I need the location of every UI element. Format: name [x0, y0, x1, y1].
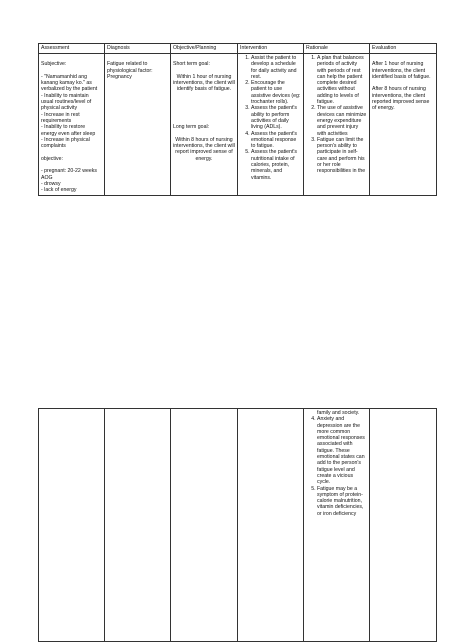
table-row	[39, 54, 437, 196]
assessment-cell	[39, 54, 105, 196]
planning-cell	[171, 54, 238, 196]
rationale-continuation: family and society.	[317, 410, 360, 416]
header-diagnosis: Diagnosis	[105, 44, 171, 54]
short-term-goal-label: Short term goal:	[173, 61, 210, 68]
subjective-item: - Increase in physical complaints	[41, 136, 90, 150]
subjective-label: Subjective:	[41, 61, 67, 68]
table-header-row	[39, 44, 437, 54]
evaluation-text: After 1 hour of nursing interventions, the client identified basis of fatigue.	[372, 61, 431, 80]
rationale-cell	[304, 409, 370, 642]
intervention-item: 5. Assess the patient's nutritional intake of calories, protein, minerals, and vitamins.	[251, 149, 301, 180]
rationale-item: 5. Fatigue may be a symptom of protein-calorie malnutrition, vitamin deficiencies, or iron deficiency	[317, 486, 367, 517]
diagnosis-cell	[105, 409, 171, 642]
header-evaluation: Evaluation	[370, 44, 437, 54]
objective-item: - pregnant: 20-22 weeks AOG	[41, 168, 97, 181]
intervention-item: 2. Encourage the patient to use assistive devices (eg: trochanter rolls).	[251, 80, 301, 105]
nursing-care-plan-table-continued	[38, 408, 437, 642]
short-term-goal-text: Within 1 hour of nursing interventions, the client will identify basis of fatigue.	[173, 73, 235, 93]
subjective-item: - "Namamanhid ang kanang kamay ko." as verbalized by the patient	[41, 73, 98, 93]
rationale-list	[306, 55, 367, 175]
header-objective-planning: Objective/Planning	[171, 44, 238, 54]
intervention-list	[240, 55, 301, 181]
evaluation-text: After 8 hours of nursing interventions, the client reported improved sense of energy.	[372, 86, 430, 112]
diagnosis-cell	[105, 54, 171, 196]
header-intervention: Intervention	[238, 44, 304, 54]
subjective-item: - Increase in rest requirements	[41, 111, 80, 124]
intervention-item: 4. Assess the patient's emotional response to fatigue.	[251, 131, 301, 150]
evaluation-cell	[370, 54, 437, 196]
long-term-goal-text: Within 8 hours of nursing interventions, the client will report improved sense of energy.	[173, 136, 235, 162]
rationale-item: 1. A plan that balances periods of activity with periods of rest can help the patient complete desired activities without adding to levels of fatigue.	[317, 55, 367, 105]
evaluation-cell	[370, 409, 437, 642]
intervention-item: 3. Assess the patient's ability to perform activities of daily living (ADLs).	[251, 105, 301, 130]
rationale-list	[306, 416, 367, 517]
objective-item: - drowsy	[41, 180, 61, 187]
planning-cell	[171, 409, 238, 642]
nursing-care-plan-table	[38, 43, 437, 196]
rationale-item: 4. Anxiety and depression are the more common emotional responses associated with fatigue. These emotional states can add to the person's fatigue level and create a vicious cycle.	[317, 416, 367, 485]
rationale-item: 3. Fatigue can limit the person's ability to participate in self-care and perform his or her role responsibilities in the	[317, 137, 367, 175]
assessment-cell	[39, 409, 105, 642]
intervention-cell	[238, 409, 304, 642]
header-rationale: Rationale	[304, 44, 370, 54]
subjective-item: - Inability to maintain usual routines/level of physical activity	[41, 92, 92, 112]
diagnosis-text: Fatigue related to physiological factor: Pregnancy	[107, 61, 153, 80]
intervention-item: 1. Assist the patient to develop a schedule for daily activity and rest.	[251, 55, 301, 80]
rationale-cell	[304, 54, 370, 196]
long-term-goal-label: Long term goal:	[173, 124, 210, 131]
objective-label: objective:	[41, 155, 63, 162]
header-assessment: Assessment	[39, 44, 105, 54]
table-row	[39, 409, 437, 642]
subjective-item: - Inability to restore energy even after sleep	[41, 124, 96, 137]
rationale-item: 2. The use of assistive devices can minimize energy expenditure and prevent injury with activities	[317, 105, 367, 136]
intervention-cell	[238, 54, 304, 196]
objective-item: - lack of energy	[41, 187, 77, 194]
